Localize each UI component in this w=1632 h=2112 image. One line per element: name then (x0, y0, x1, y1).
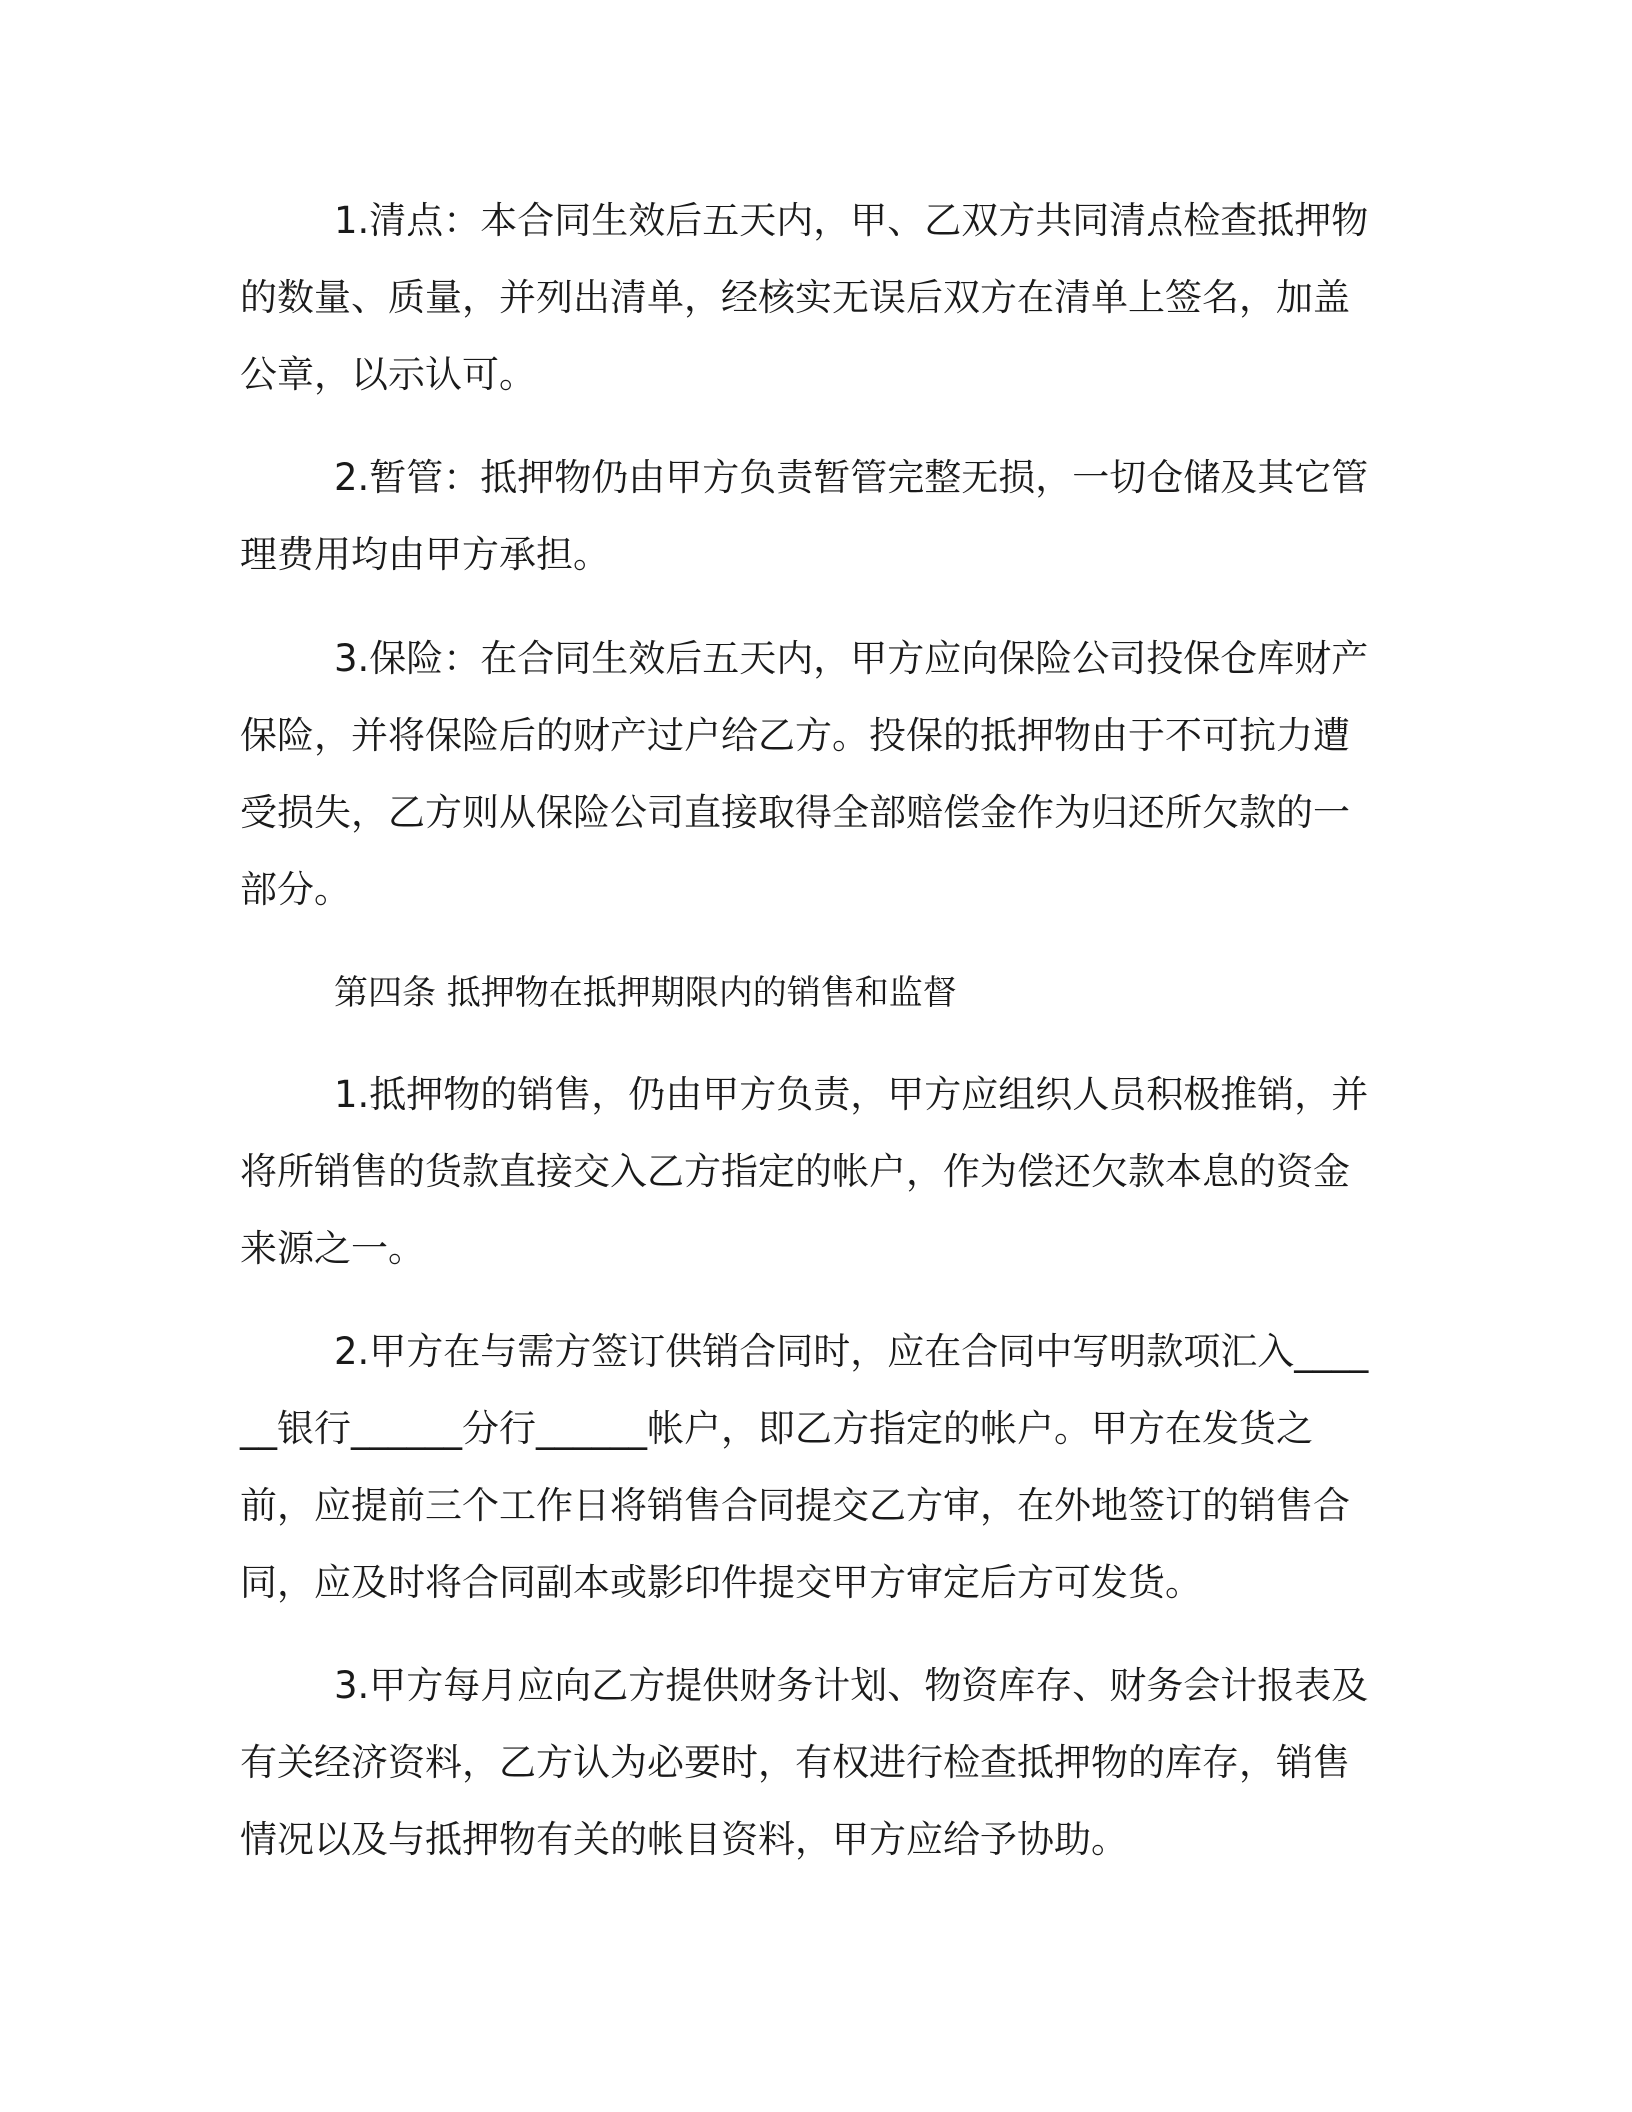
clause-monthly-reporting: 3.甲方每月应向乙方提供财务计划、物资库存、财务会计报表及有关经济资料，乙方认为必要时，有权进行检查抵押物的库存，销售情况以及与抵押物有关的帐目资料，甲方应给予协助。 (240, 1664, 1369, 1861)
clause-sales: 1.抵押物的销售，仍由甲方负责，甲方应组织人员积极推销，并将所销售的货款直接交入乙方指定的帐户，作为偿还欠款本息的资金来源之一。 (240, 1073, 1369, 1270)
clause-sales-contract-account: 2.甲方在与需方签订供销合同时，应在合同中写明款项汇入______银行______分行______帐户，即乙方指定的帐户。甲方在发货之前，应提前三个工作日将销售合同提交乙方审，在外地签订的销售合同，应及时将合同副本或影印件提交甲方审定后方可发货。 (240, 1330, 1369, 1604)
clause-temporary-custody: 2.暂管：抵押物仍由甲方负责暂管完整无损，一切仓储及其它管理费用均由甲方承担。 (240, 456, 1369, 576)
article-four-heading: 第四条 抵押物在抵押期限内的销售和监督 (334, 973, 957, 1013)
clause-inventory-check: 1.清点：本合同生效后五天内，甲、乙双方共同清点检查抵押物的数量、质量，并列出清单，经核实无误后双方在清单上签名，加盖公章，以示认可。 (240, 199, 1369, 396)
clause-insurance: 3.保险：在合同生效后五天内，甲方应向保险公司投保仓库财产保险，并将保险后的财产过户给乙方。投保的抵押物由于不可抗力遭受损失，乙方则从保险公司直接取得全部赔偿金作为归还所欠款的一部分。 (240, 637, 1369, 911)
